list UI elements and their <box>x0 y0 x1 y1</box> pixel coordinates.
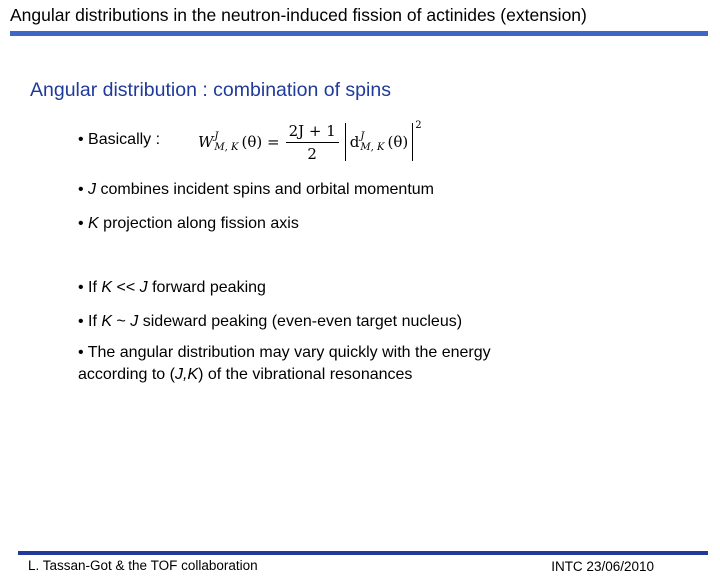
formula-power: 2 <box>415 120 422 131</box>
formula-numerator: 2J + 1 <box>286 122 339 143</box>
formula-d-sup: J <box>360 131 365 142</box>
formula-d-arg: (θ) <box>387 133 409 151</box>
formula-d-sub: M, K <box>360 142 385 153</box>
bullet-energy-line1: • The angular distribution may vary quickly with the energy <box>78 344 491 361</box>
bullet-energy-line2: according to (J,K) of the vibrational resonances <box>78 366 413 383</box>
formula-abs <box>345 123 413 161</box>
formula-w-sub: M, K <box>214 142 239 153</box>
bullet-basically: • Basically : <box>78 131 161 148</box>
bullet-k-projection: • K projection along fission axis <box>78 215 299 232</box>
bullet-sideward-peaking: • If K ~ J sideward peaking (even-even target nucleus) <box>78 313 463 330</box>
formula-w-indices <box>214 131 238 153</box>
footer-rule <box>18 551 708 555</box>
formula-arg: (θ) = <box>241 133 280 151</box>
formula-d-indices <box>360 131 384 153</box>
title-rule <box>10 31 708 36</box>
footer-author: L. Tassan-Got & the TOF collaboration <box>28 558 258 573</box>
bullet-j-combines: • J combines incident spins and orbital momentum <box>78 181 434 198</box>
bullet-forward-peaking: • If K << J forward peaking <box>78 279 266 296</box>
bullet-energy-variation <box>78 342 491 386</box>
footer-date: INTC 23/06/2010 <box>551 559 654 574</box>
slide-title: Angular distributions in the neutron-induced fission of actinides (extension) <box>10 5 587 25</box>
formula-fraction <box>286 122 339 163</box>
formula-w-sup: J <box>214 131 219 142</box>
section-heading: Angular distribution : combination of spins <box>30 79 391 101</box>
formula-d: d <box>349 133 360 151</box>
formula-denominator: 2 <box>307 144 317 163</box>
formula-w: W <box>198 133 214 151</box>
formula-angular-distribution <box>198 118 422 166</box>
